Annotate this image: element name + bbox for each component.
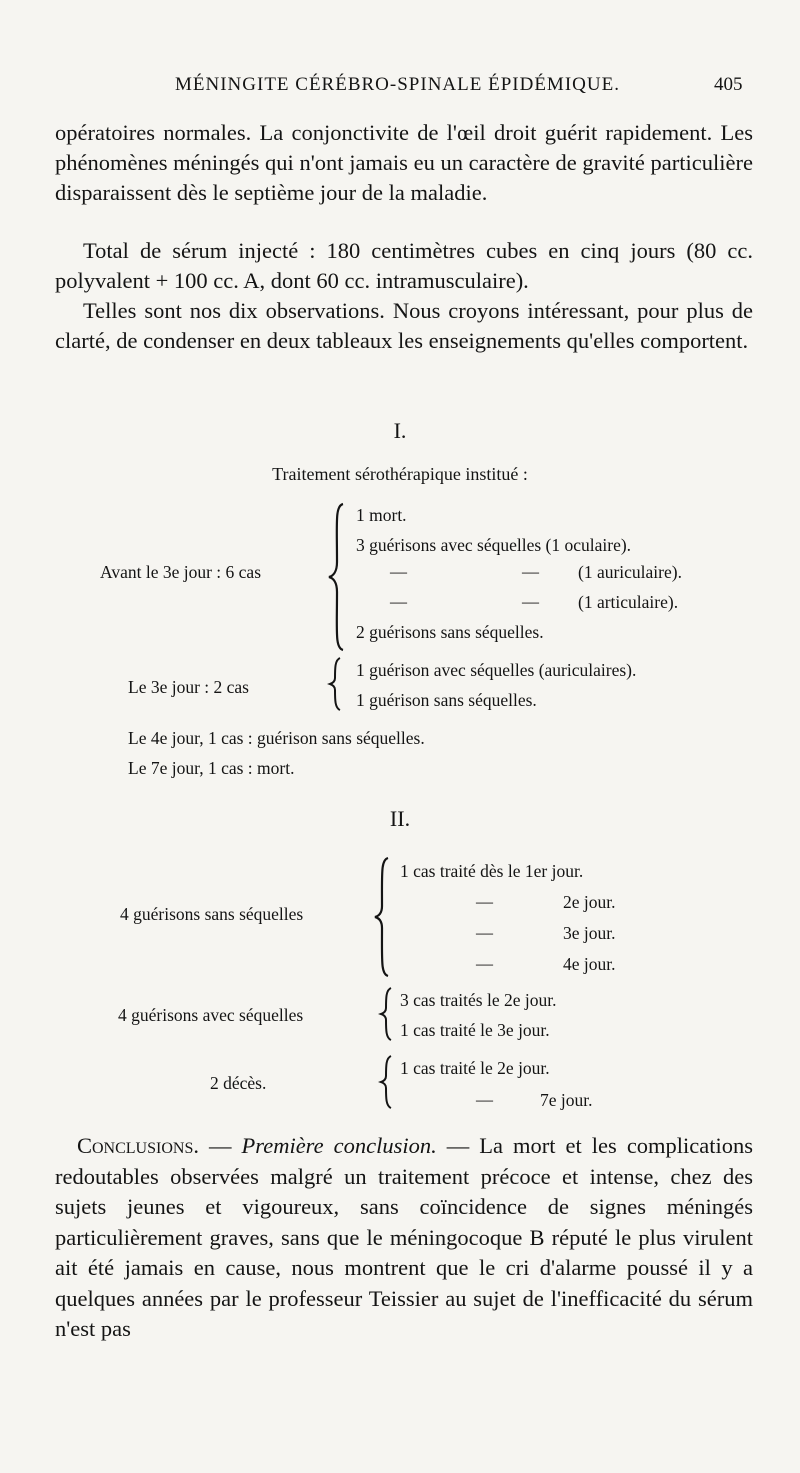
table2-group3-brace (378, 1054, 396, 1110)
table1-g1-dash-c: — (390, 592, 407, 611)
table2-g1-dash-a: — (476, 892, 493, 911)
table2-g3-line2: 7e jour. (540, 1090, 593, 1110)
table2-g2-line1: 3 cas traités le 2e jour. (400, 990, 557, 1010)
running-title: MÉNINGITE CÉRÉBRO-SPINALE ÉPIDÉMIQUE. (175, 74, 620, 95)
paragraph-3: Telles sont nos dix observations. Nous croyons intéressant, pour plus de clarté, de condenser en deux tableaux les enseignements qu'elles comportent. (55, 298, 753, 353)
table1-group1-brace (327, 502, 349, 652)
table2-group2-label: 4 guérisons avec séquelles (118, 1005, 304, 1025)
table1-g2-line1: 1 guérison avec séquelles (auriculaires). (356, 660, 637, 680)
table2-group1-brace (373, 856, 393, 978)
running-head (0, 74, 800, 104)
table1-line3: Le 4e jour, 1 cas : guérison sans séquelles. (128, 728, 425, 748)
paragraph-2: Total de sérum injecté : 180 centimètres cubes en cinq jours (80 cc. polyvalent + 100 cc. A, dont 60 cc. intramusculaire). (55, 238, 753, 293)
table2-numeral: II. (389, 806, 411, 831)
table2-group2-brace (378, 986, 396, 1042)
table2-g3-dash: — (476, 1090, 493, 1109)
conclusions-paragraph (55, 1131, 753, 1345)
conclusions-sep-1: — (209, 1133, 232, 1158)
table2-g1-line4: 4e jour. (563, 954, 616, 974)
conclusions-subheading: Première conclusion. (241, 1133, 437, 1158)
table1-caption: Traitement sérothérapique institué : (272, 464, 528, 484)
table1-g1-dash-d: — (522, 592, 539, 611)
table1-g1-dash-a: — (390, 562, 407, 581)
table2-group3-label: 2 décès. (210, 1073, 267, 1093)
table1-group1-label: Avant le 3e jour : 6 cas (100, 562, 262, 582)
table2-g1-dash-c: — (476, 954, 493, 973)
table1-g1-line1: 1 mort. (356, 505, 407, 525)
table2-g1-line2: 2e jour. (563, 892, 616, 912)
page-number: 405 (714, 74, 743, 95)
table1-group2-brace (327, 656, 345, 712)
table2-group1-label: 4 guérisons sans séquelles (120, 904, 304, 924)
table1-numeral: I. (393, 418, 407, 443)
table1-g1-dash-b: — (522, 562, 539, 581)
table2-g1-dash-b: — (476, 923, 493, 942)
table1-g1-line4: (1 articulaire). (578, 592, 679, 612)
table1-g1-line2: 3 guérisons avec séquelles (1 oculaire). (356, 535, 632, 555)
table2-g1-line1: 1 cas traité dès le 1er jour. (400, 861, 584, 881)
table2-g2-line2: 1 cas traité le 3e jour. (400, 1020, 550, 1040)
table2-g1-line3: 3e jour. (563, 923, 616, 943)
table1-g1-line3: (1 auriculaire). (578, 562, 682, 582)
conclusions-heading: Conclusions. (77, 1133, 199, 1158)
table1-line4: Le 7e jour, 1 cas : mort. (128, 758, 295, 778)
table1-g2-line2: 1 guérison sans séquelles. (356, 690, 537, 710)
conclusions-text: La mort et les complications redoutables observées malgré un traitement précoce et intense, chez des sujets jeunes et vigoureux, sans coïncidence de signes méningés particulièrement graves, sans que le méningocoque B réputé le plus virulent ait été jamais en cause, nous montrent que le cri d'alarme poussé il y a quelques années par le professeur Teissier au sujet de l'inefficacité du sérum n'est pas (55, 1133, 754, 1341)
table1-g1-line5: 2 guérisons sans séquelles. (356, 622, 544, 642)
table1-group2-label: Le 3e jour : 2 cas (128, 677, 249, 697)
paragraph-1: opératoires normales. La conjonctivite de l'œil droit guérit rapidement. Les phénomènes méningés qui n'ont jamais eu un caractère de gravité particulière disparaissent dès le septième jour de la maladie. (55, 120, 753, 205)
table2-g3-line1: 1 cas traité le 2e jour. (400, 1058, 550, 1078)
conclusions-sep-2: — (446, 1133, 470, 1158)
